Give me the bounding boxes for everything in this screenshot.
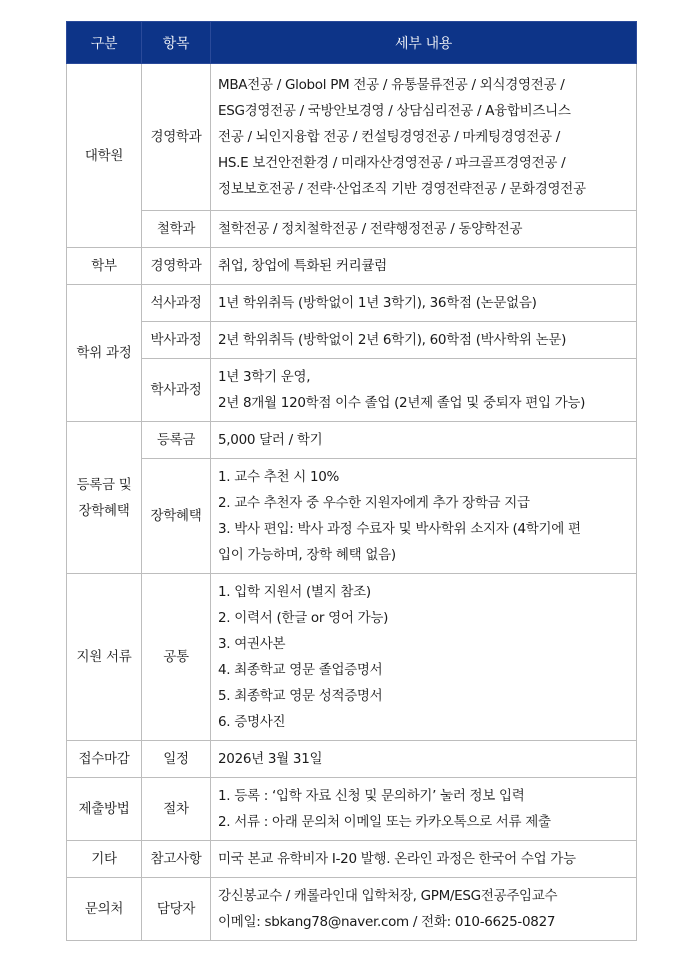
- detail-line: 4. 최종학교 영문 졸업증명서: [218, 662, 383, 678]
- detail-scholarship: [211, 459, 637, 574]
- category-documents: 지원 서류: [67, 574, 142, 741]
- detail-line: 1년 3학기 운영,: [218, 369, 311, 385]
- table-row: [67, 459, 637, 574]
- detail-line: MBA전공 / Globol PM 전공 / 유통물류전공 / 외식경영전공 /: [218, 77, 565, 93]
- detail-line: 1. 등록 : ‘입학 자료 신청 및 문의하기’ 눌러 정보 입력: [218, 788, 525, 804]
- item-contact-person: 담당자: [142, 878, 211, 941]
- item-common: 공통: [142, 574, 211, 741]
- table-row: [67, 322, 637, 359]
- detail-line: 2. 서류 : 아래 문의처 이메일 또는 카카오톡으로 서류 제출: [218, 814, 551, 830]
- table-header-row: [67, 22, 637, 64]
- detail-contact: [211, 878, 637, 941]
- item-philosophy: 철학과: [142, 211, 211, 248]
- category-tuition: [67, 422, 142, 574]
- detail-line: 2년 8개월 120학점 이수 졸업 (2년제 졸업 및 중퇴자 편입 가능): [218, 395, 586, 411]
- item-master: 석사과정: [142, 285, 211, 322]
- contact-info-line: 이메일: sbkang78@naver.com / 전화: 010-6625-0827: [218, 914, 556, 930]
- table-row: [67, 841, 637, 878]
- category-graduate: 대학원: [67, 64, 142, 248]
- category-etc: 기타: [67, 841, 142, 878]
- detail-notes: 미국 본교 유학비자 I-20 발행. 온라인 과정은 한국어 수업 가능: [211, 841, 637, 878]
- detail-line: 2. 이력서 (한글 or 영어 가능): [218, 610, 389, 626]
- category-tuition-line: 등록금 및: [76, 476, 132, 493]
- contact-person-line: 강신봉교수 / 캐롤라인대 입학처장, GPM/ESG전공주임교수: [218, 888, 558, 904]
- category-contact: 문의처: [67, 878, 142, 941]
- table-row: [67, 878, 637, 941]
- table-row: [67, 248, 637, 285]
- detail-line: ESG경영전공 / 국방안보경영 / 상담심리전공 / A융합비즈니스: [218, 103, 571, 119]
- category-degree: 학위 과정: [67, 285, 142, 422]
- detail-line: 입이 가능하며, 장학 혜택 없음): [218, 547, 396, 563]
- item-fee: 등록금: [142, 422, 211, 459]
- detail-line: 5. 최종학교 영문 성적증명서: [218, 688, 383, 704]
- item-schedule: 일정: [142, 741, 211, 778]
- detail-line: HS.E 보건안전환경 / 미래자산경영전공 / 파크골프경영전공 /: [218, 155, 566, 171]
- header-item: 항목: [142, 22, 211, 64]
- header-detail: 세부 내용: [211, 22, 637, 64]
- item-notes: 참고사항: [142, 841, 211, 878]
- detail-philosophy-majors: 철학전공 / 정치철학전공 / 전략행정전공 / 동양학전공: [211, 211, 637, 248]
- table-row: [67, 778, 637, 841]
- table-row: [67, 574, 637, 741]
- detail-line: 3. 박사 편입: 박사 과정 수료자 및 박사학위 소지자 (4학기에 편: [218, 521, 581, 537]
- admissions-info-table: [66, 21, 637, 941]
- table-row: [67, 422, 637, 459]
- detail-bachelor: [211, 359, 637, 422]
- detail-submission: [211, 778, 637, 841]
- header-category: 구분: [67, 22, 142, 64]
- category-tuition-line: 장학혜택: [78, 502, 130, 519]
- detail-line: 1. 입학 지원서 (별지 참조): [218, 584, 371, 600]
- detail-line: 6. 증명사진: [218, 714, 286, 730]
- detail-line: 1. 교수 추천 시 10%: [218, 469, 340, 485]
- detail-doctor: 2년 학위취득 (방학없이 2년 6학기), 60학점 (박사학위 논문): [211, 322, 637, 359]
- item-scholarship: 장학혜택: [142, 459, 211, 574]
- table-row: [67, 211, 637, 248]
- detail-documents: [211, 574, 637, 741]
- item-doctor: 박사과정: [142, 322, 211, 359]
- table-row: [67, 64, 637, 211]
- table-row: [67, 285, 637, 322]
- detail-line: 정보보호전공 / 전략·산업조직 기반 경영전략전공 / 문화경영전공: [218, 181, 586, 197]
- detail-deadline: 2026년 3월 31일: [211, 741, 637, 778]
- item-bachelor: 학사과정: [142, 359, 211, 422]
- detail-business-majors: [211, 64, 637, 211]
- table-row: [67, 359, 637, 422]
- detail-line: 3. 여권사본: [218, 636, 286, 652]
- detail-fee: 5,000 달러 / 학기: [211, 422, 637, 459]
- detail-master: 1년 학위취득 (방학없이 1년 3학기), 36학점 (논문없음): [211, 285, 637, 322]
- item-procedure: 절차: [142, 778, 211, 841]
- table-row: [67, 741, 637, 778]
- detail-undergrad: 취업, 창업에 특화된 커리큘럼: [211, 248, 637, 285]
- detail-line: 2. 교수 추천자 중 우수한 지원자에게 추가 장학금 지급: [218, 495, 530, 511]
- category-submission: 제출방법: [67, 778, 142, 841]
- detail-line: 전공 / 뇌인지융합 전공 / 컨설팅경영전공 / 마케팅경영전공 /: [218, 129, 560, 145]
- category-deadline: 접수마감: [67, 741, 142, 778]
- item-undergrad-business: 경영학과: [142, 248, 211, 285]
- category-undergrad: 학부: [67, 248, 142, 285]
- item-business: 경영학과: [142, 64, 211, 211]
